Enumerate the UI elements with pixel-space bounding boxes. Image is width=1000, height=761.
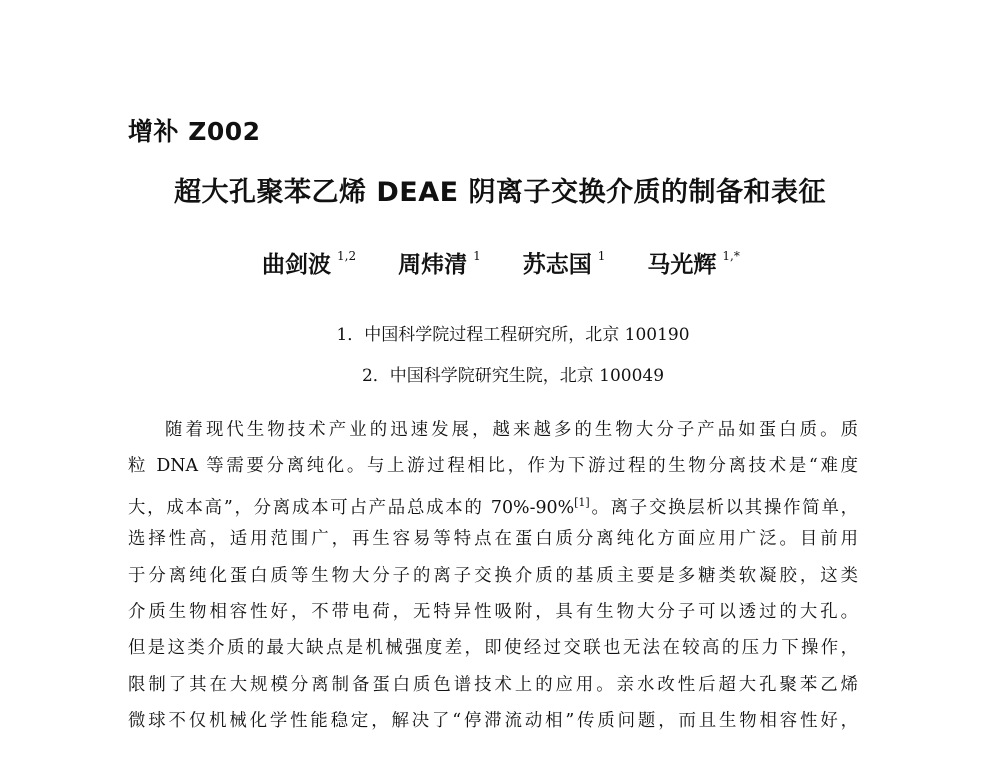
author: [523, 246, 606, 279]
body-line: 介质生物相容性好，不带电荷，无特异性吸附，具有生物大分子可以透过的大孔。: [128, 601, 858, 622]
body-line-text: 。离子交换层析以其操作简单，: [589, 497, 858, 518]
author: [398, 246, 481, 279]
author-name: 马光辉: [647, 252, 717, 278]
author: [262, 246, 356, 279]
body-line: 限制了其在大规模分离制备蛋白质色谱技术上的应用。亲水改性后超大孔聚苯乙烯: [128, 674, 858, 695]
affiliation-1: 1．中国科学院过程工程研究所，北京 100190: [336, 325, 690, 345]
author-affiliation-mark: 1: [597, 249, 606, 263]
body-line-text: 大，成本高”，分离成本可占产品总成本的 70%-90%: [128, 497, 575, 518]
supplement-label: 增补 Z002: [128, 117, 261, 146]
body-line: 于分离纯化蛋白质等生物大分子的离子交换介质的基质主要是多糖类软凝胶，这类: [128, 565, 858, 586]
body-line: 随着现代生物技术产业的迅速发展，越来越多的生物大分子产品如蛋白质。质: [165, 420, 858, 440]
author-name: 曲剑波: [262, 252, 331, 278]
author-name: 周炜清: [398, 252, 468, 278]
citation-mark: [1]: [574, 495, 590, 509]
body-line: 但是这类介质的最大缺点是机械强度差，即使经过交联也无法在较高的压力下操作，: [128, 638, 858, 659]
body-line: 粒 DNA 等需要分离纯化。与上游过程相比，作为下游过程的生物分离技术是“难度: [128, 456, 858, 477]
body-line: 微球不仅机械化学性能稳定，解决了“停滞流动相”传质问题，而且生物相容性好，: [128, 711, 858, 732]
paper-title: 超大孔聚苯乙烯 DEAE 阴离子交换介质的制备和表征: [174, 177, 826, 208]
author-affiliation-mark: 1,*: [722, 249, 740, 263]
body-paragraph: [128, 412, 858, 740]
author-affiliation-mark: 1: [473, 249, 481, 263]
author-name: 苏志国: [522, 252, 592, 278]
author: [647, 246, 739, 279]
author-affiliation-mark: 1,2: [337, 249, 357, 263]
author-list: [262, 246, 802, 279]
affiliation-2: 2．中国科学院研究生院，北京 100049: [361, 366, 665, 386]
body-line: 选择性高，适用范围广，再生容易等特点在蛋白质分离纯化方面应用广泛。目前用: [128, 529, 858, 550]
body-line: [128, 485, 858, 521]
